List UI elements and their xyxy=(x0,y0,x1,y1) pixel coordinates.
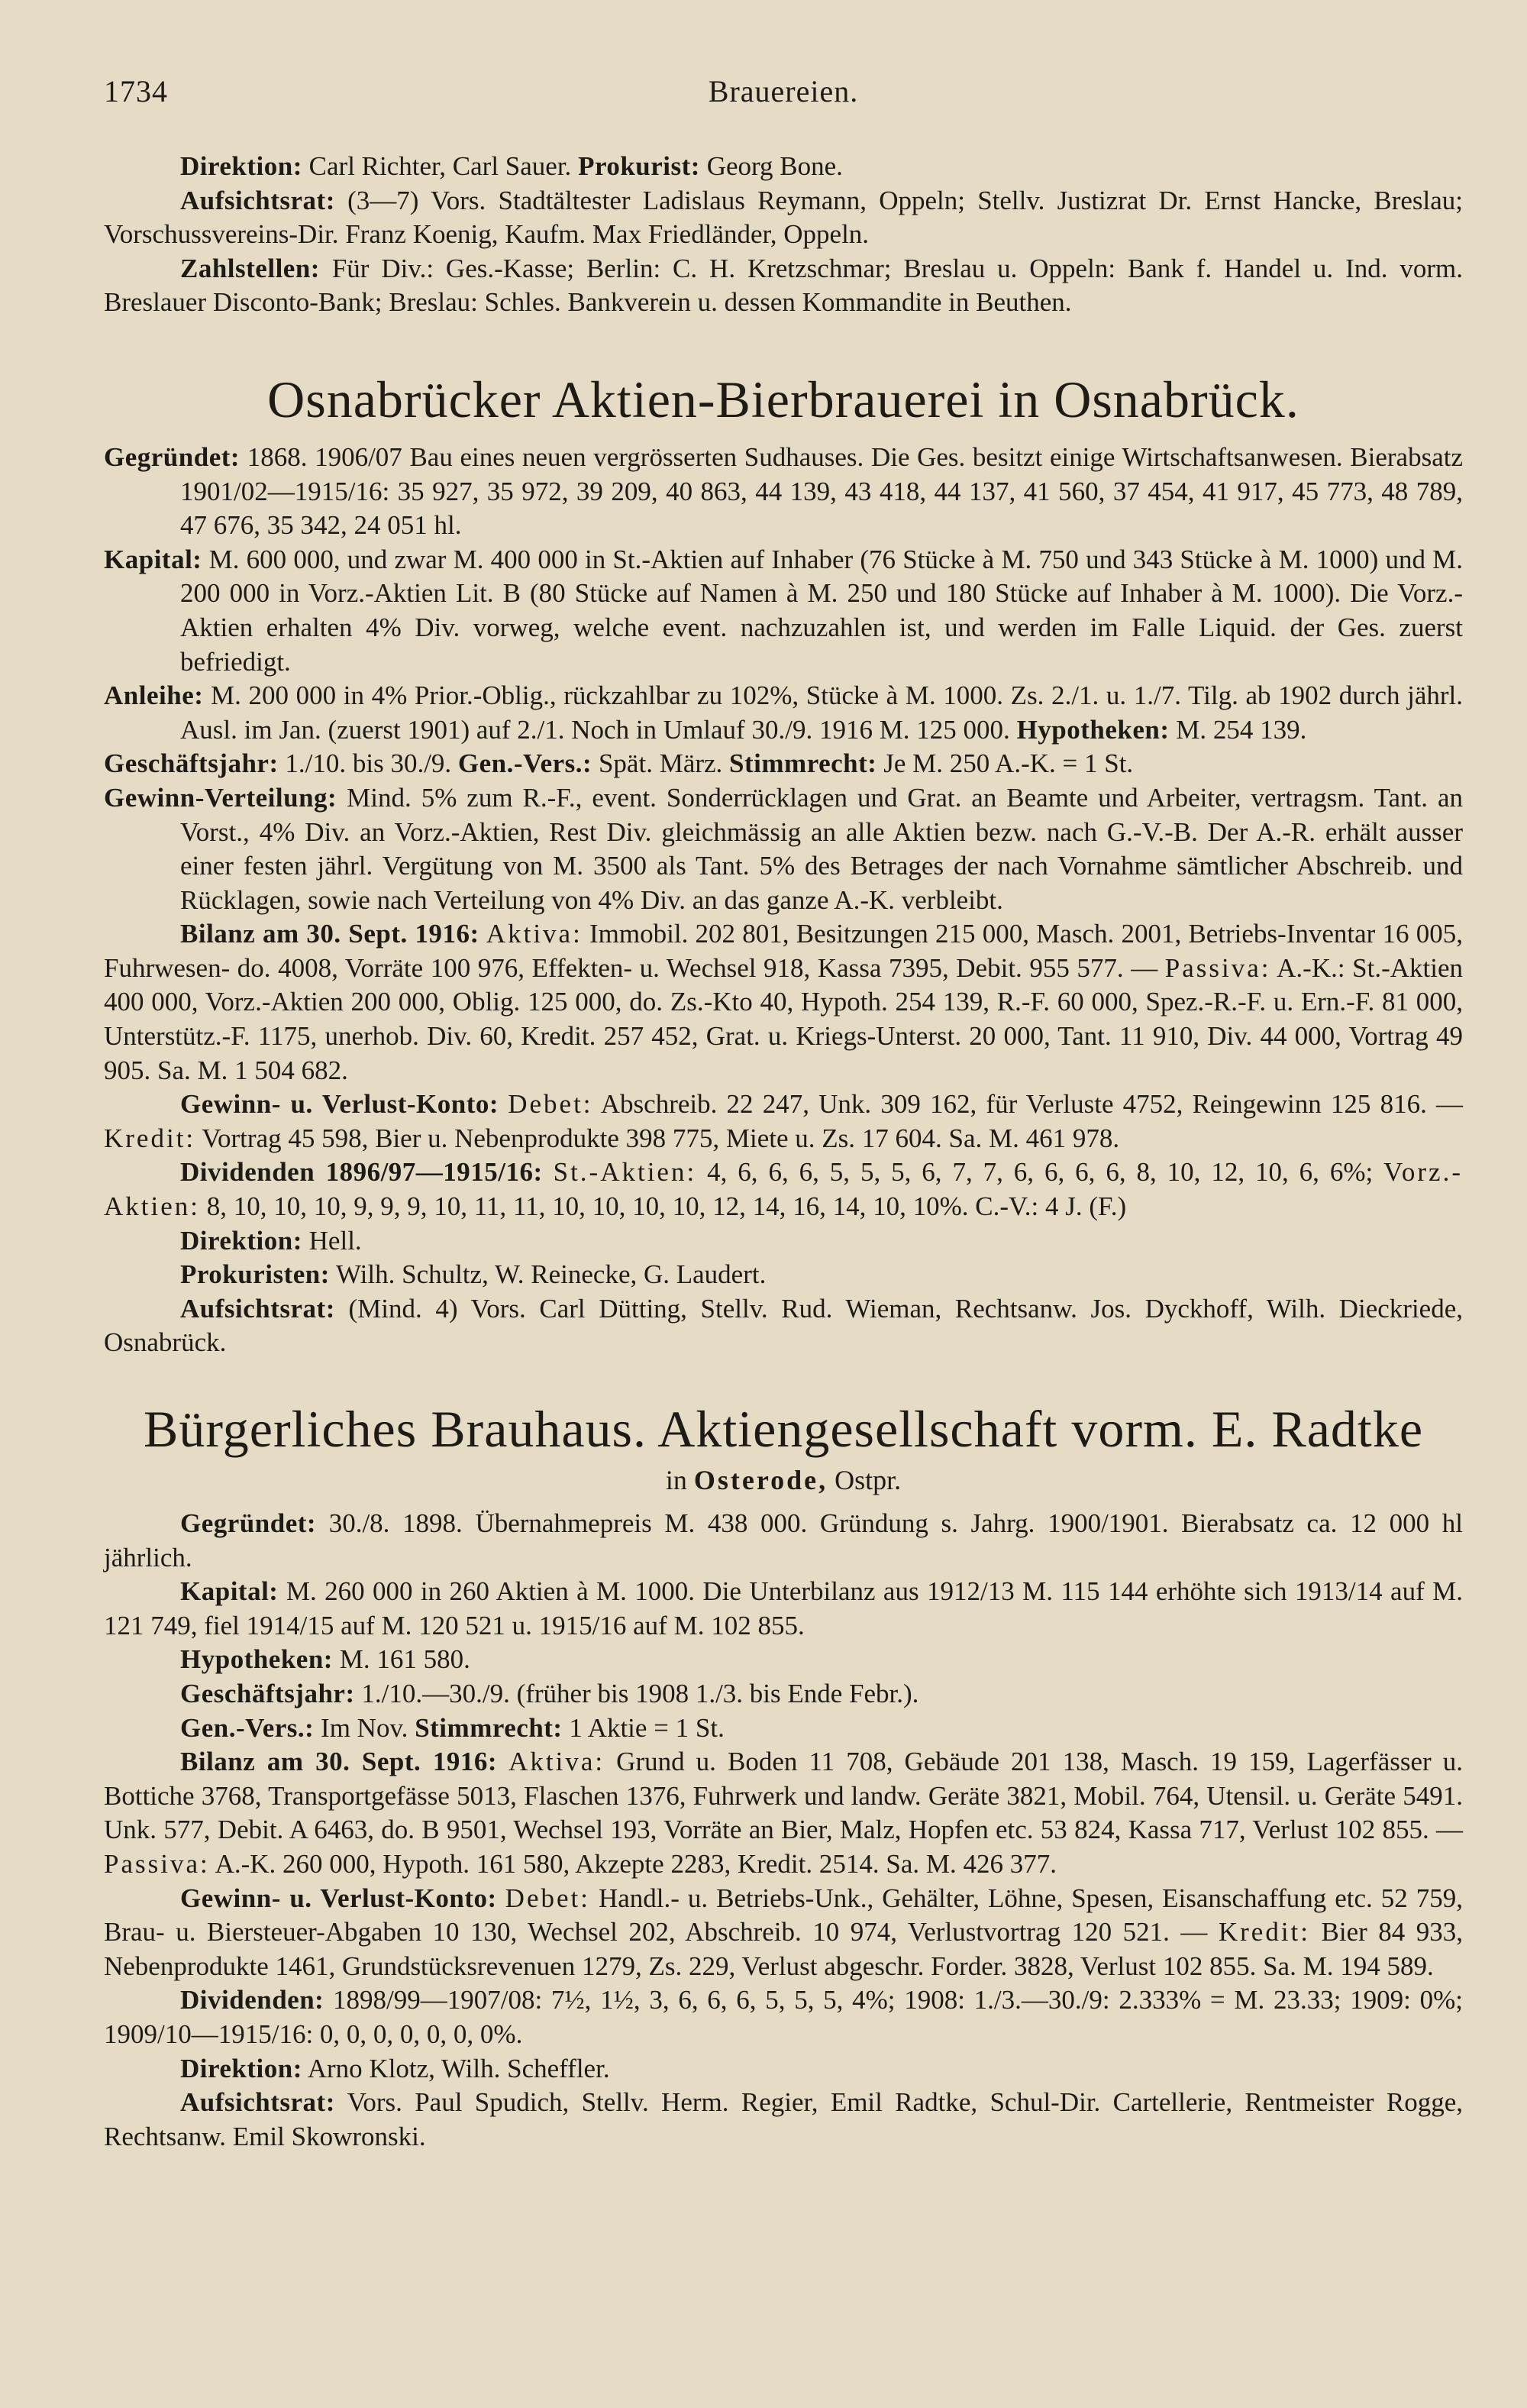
entry-label: Hypotheken: xyxy=(180,1644,333,1675)
location-city: Osterode, xyxy=(693,1465,828,1495)
entry-sublabel: Kredit: xyxy=(1218,1917,1310,1947)
entry-label: Gewinn-Verteilung: xyxy=(104,782,337,813)
entry-text: (Mind. 4) Vors. Carl Dütting, Stellv. Rud. Wieman, Rechtsanw. Jos. Dyckhoff, Wilh. Dieckriede, Osnabrück. xyxy=(104,1293,1464,1358)
entry-sublabel: Debet: xyxy=(508,1089,593,1120)
location-prefix: in xyxy=(665,1465,687,1495)
entry-text: 8, 10, 10, 10, 9, 9, 9, 10, 11, 11, 10, 10, 10, 10, 12, 14, 16, 14, 10, 10%. C.-V.: 4 J. (F.) xyxy=(206,1191,1127,1222)
entry-text: M. 200 000 in 4% Prior.-Oblig., rückzahlbar zu 102%, Stücke à M. 1000. Zs. 2./1. u. 1./7. Tilg. ab 1902 durch jährl. Ausl. im Jan. (zuerst 1901) auf 2./1. Noch in Umlauf 30./9. 1916 M. 125 000. xyxy=(180,680,1463,745)
entry-label: Prokurist: xyxy=(578,151,700,181)
entry-text: Für Div.: Ges.-Kasse; Berlin: C. H. Kretzschmar; Breslau u. Oppeln: Bank f. Handel u. Ind. vorm. Breslauer Disconto-Bank; Breslau: Schles. Bankverein u. dessen Kommandite in Beuthen. xyxy=(104,253,1463,318)
entry-label: Aufsichtsrat: xyxy=(180,1293,335,1324)
entry-text: M. 260 000 in 260 Aktien à M. 1000. Die Unterbilanz aus 1912/13 M. 115 144 erhöhte sich 1913/14 auf M. 121 749, fiel 1914/15 auf M. 120 521 u. 1915/16 auf M. 102 855. xyxy=(104,1576,1463,1640)
entry-paragraph xyxy=(104,1575,1463,1643)
running-title: Brauereien. xyxy=(708,74,859,108)
entry-sublabel: St.-Aktien: xyxy=(553,1157,697,1188)
entry-label: Hypotheken: xyxy=(1016,714,1170,745)
entry-label: Direktion: xyxy=(180,1225,302,1256)
entry-text: Carl Richter, Carl Sauer. xyxy=(308,151,572,181)
entry-paragraph xyxy=(104,252,1463,320)
company-osnabruecker xyxy=(104,369,1463,1360)
entry-label: Stimmrecht: xyxy=(729,748,877,779)
entry-sublabel: Passiva: xyxy=(1164,952,1271,983)
entry-text: Wilh. Schultz, W. Reinecke, G. Laudert. xyxy=(336,1259,767,1290)
entry-label: Gegründet: xyxy=(104,441,241,472)
entry-paragraph xyxy=(104,1711,1463,1746)
entry-text: Bier 84 933, Nebenprodukte 1461, Grundstücksrevenuen 1279, Zs. 229, Verlust abgeschr. Forder. 3828, Verlust 102 855. Sa. M. 194 589. xyxy=(104,1917,1464,1981)
entry-text: Arno Klotz, Wilh. Scheffler. xyxy=(307,2053,610,2083)
page-content xyxy=(104,150,1463,2154)
entry-text: 4, 6, 6, 6, 5, 5, 5, 6, 7, 7, 6, 6, 6, 6, 8, 10, 12, 10, 6, 6%; xyxy=(707,1157,1374,1188)
entry-paragraph xyxy=(104,184,1463,252)
entry-sublabel: Passiva: xyxy=(104,1848,210,1879)
entry-paragraph xyxy=(104,747,1463,781)
entry-paragraph xyxy=(104,1088,1463,1156)
entry-label: Gegründet: xyxy=(180,1508,317,1538)
entry-paragraph xyxy=(104,781,1463,917)
company-buergerliches-brauhaus xyxy=(104,1398,1463,2154)
entry-label: Aufsichtsrat: xyxy=(180,185,335,215)
entry-label: Geschäftsjahr: xyxy=(180,1678,355,1708)
entry-text: Grund u. Boden 11 708, Gebäude 201 138, Masch. 19 159, Lagerfässer u. Bottiche 3768, Transportgefässe 5013, Flaschen 1376, Fuhrwerk und landw. Geräte 3821, Mobil. 764, Utensil. u. Geräte 5491. Unk. 577, Debit. A 6463, do. B 9501, Wechsel 193, Vorräte an Bier, Malz, Hopfen etc. 53 824, Kassa 717, Verlust 102 855. — xyxy=(104,1747,1463,1845)
entry-paragraph xyxy=(104,441,1463,543)
entry-sublabel: Kredit: xyxy=(104,1123,196,1153)
section-gap xyxy=(104,320,1463,354)
entry-text: M. 161 580. xyxy=(339,1644,470,1675)
entry-text: Hell. xyxy=(308,1225,362,1256)
entry-label: Stimmrecht: xyxy=(415,1712,563,1743)
entry-text: A.-K. 260 000, Hypoth. 161 580, Akzepte 2283, Kredit. 2514. Sa. M. 426 377. xyxy=(215,1848,1057,1879)
entry-sublabel: Vorz.-Aktien: xyxy=(104,1157,1463,1222)
entry-label: Gen.-Vers.: xyxy=(457,748,592,779)
entry-text: Im Nov. xyxy=(321,1712,408,1743)
entry-text: 1./10.—30./9. (früher bis 1908 1./3. bis Ende Febr.). xyxy=(361,1678,919,1708)
entry-label: Dividenden 1896/97—1915/16: xyxy=(180,1157,543,1188)
company-body xyxy=(104,441,1463,1360)
entry-text: M. 600 000, und zwar M. 400 000 in St.-Aktien auf Inhaber (76 Stücke à M. 750 und 343 Stücke à M. 1000) und M. 200 000 in Vorz.-Aktien Lit. B (80 Stücke auf Namen à M. 250 und 180 Stücke auf Inhaber à M. 1000). Die Vorz.-Aktien erhalten 4% Div. vorweg, welche event. nachzuzahlen ist, und werden im Falle Liquid. der Ges. zuerst befriedigt. xyxy=(180,544,1464,677)
entry-paragraph xyxy=(104,1677,1463,1711)
entry-text: Immobil. 202 801, Besitzungen 215 000, Masch. 2001, Betriebs-Inventar 16 005, Fuhrwesen- do. 4008, Vorräte 100 976, Effekten- u. Wechsel 918, Kassa 7395, Debit. 955 577. — xyxy=(104,919,1463,983)
entry-text: Vors. Paul Spudich, Stellv. Herm. Regier, Emil Radtke, Schul-Dir. Cartellerie, Rentmeister Rogge, Rechtsanw. Emil Skowronski. xyxy=(104,2087,1463,2151)
entry-text: Handl.- u. Betriebs-Unk., Gehälter, Löhne, Spesen, Eisanschaffung etc. 52 759, Brau- u. Biersteuer-Abgaben 10 130, Wechsel 202, Abschreib. 10 974, Verlustvortrag 120 521. — xyxy=(104,1883,1463,1947)
entry-label: Dividenden: xyxy=(180,1985,324,2015)
entry-text: Spät. März. xyxy=(598,748,723,779)
entry-label: Direktion: xyxy=(180,151,302,181)
entry-label: Gewinn- u. Verlust-Konto: xyxy=(180,1089,499,1120)
entry-text: 1868. 1906/07 Bau eines neuen vergrösserten Sudhauses. Die Ges. besitzt einige Wirtschaftsanwesen. Bierabsatz 1901/02—1915/16: 35 927, 35 972, 39 209, 40 863, 44 139, 43 418, 44 137, 41 560, 37 454, 41 917, 45 773, 48 789, 47 676, 35 342, 24 051 hl. xyxy=(180,441,1463,541)
location-suffix: Ostpr. xyxy=(835,1465,902,1495)
entry-paragraph xyxy=(104,1643,1463,1677)
section-gap xyxy=(104,1360,1463,1383)
entry-sublabel: Aktiva: xyxy=(508,1747,605,1777)
entry-text: Vortrag 45 598, Bier u. Nebenprodukte 398 775, Miete u. Zs. 17 604. Sa. M. 461 978. xyxy=(202,1123,1120,1153)
entry-paragraph xyxy=(104,150,1463,184)
entry-paragraph xyxy=(104,1745,1463,1881)
company-title: Osnabrücker Aktien-Bierbrauerei in Osnabrück. xyxy=(267,370,1299,428)
entry-paragraph xyxy=(104,2086,1463,2154)
entry-text: Je M. 250 A.-K. = 1 St. xyxy=(883,748,1134,779)
page-header xyxy=(104,73,1463,112)
previous-company-tail xyxy=(104,150,1463,320)
entry-label: Anleihe: xyxy=(104,680,204,711)
entry-text: Georg Bone. xyxy=(706,151,843,181)
entry-paragraph xyxy=(104,1507,1463,1575)
entry-label: Gewinn- u. Verlust-Konto: xyxy=(180,1883,497,1913)
entry-paragraph xyxy=(104,543,1463,679)
entry-label: Kapital: xyxy=(104,544,202,574)
entry-paragraph xyxy=(104,1983,1463,2051)
entry-paragraph xyxy=(104,2052,1463,2086)
entry-paragraph xyxy=(104,1258,1463,1292)
entry-text: Abschreib. 22 247, Unk. 309 162, für Verluste 4752, Reingewinn 125 816. — xyxy=(600,1089,1463,1120)
entry-paragraph xyxy=(104,1156,1463,1223)
entry-label: Kapital: xyxy=(180,1576,279,1607)
entry-text: A.-K.: St.-Aktien 400 000, Vorz.-Aktien 200 000, Oblig. 125 000, do. Zs.-Kto 40, Hypoth. 254 139, R.-F. 60 000, Spez.-R.-F. u. Ern.-F. 81 000, Unterstütz.-F. 1175, unerhob. Div. 60, Kredit. 257 452, Grat. u. Kriegs-Unterst. 20 000, Tant. 11 910, Div. 44 000, Vortrag 49 905. Sa. M. 1 504 682. xyxy=(104,952,1463,1085)
entry-text: (3—7) Vors. Stadtältester Ladislaus Reymann, Oppeln; Stellv. Justizrat Dr. Ernst Hancke, Breslau; Vorschussvereins-Dir. Franz Koenig, Kaufm. Max Friedländer, Oppeln. xyxy=(104,185,1463,250)
page-number: 1734 xyxy=(104,74,168,108)
entry-paragraph xyxy=(104,1224,1463,1259)
entry-text: 1898/99—1907/08: 7½, 1½, 3, 6, 6, 6, 5, 5, 5, 4%; 1908: 1./3.—30./9: 2.333% = M. 23.33; 1909: 0%; 1909/10—1915/16: 0, 0, 0, 0, 0, 0, 0%. xyxy=(104,1985,1463,2049)
entry-paragraph xyxy=(104,1882,1463,1984)
entry-label: Zahlstellen: xyxy=(180,253,320,283)
entry-text: 1./10. bis 30./9. xyxy=(285,748,452,779)
entry-sublabel: Aktiva: xyxy=(486,919,583,949)
entry-sublabel: Debet: xyxy=(505,1883,590,1913)
entry-label: Prokuristen: xyxy=(180,1259,330,1290)
company-location xyxy=(104,1463,1463,1498)
entry-label: Bilanz am 30. Sept. 1916: xyxy=(180,1747,498,1777)
entry-label: Aufsichtsrat: xyxy=(180,2087,335,2118)
company-body xyxy=(104,1507,1463,2154)
entry-text: Mind. 5% zum R.-F., event. Sonderrücklagen und Grat. an Beamte und Arbeiter, vertragsm. Tant. an Vorst., 4% Div. an Vorz.-Aktien, Rest Div. gleichmässig an alle Aktien bezw. nach G.-V.-B. Der A.-R. erhält ausser einer festen jährl. Vergütung von M. 3500 als Tant. 5% des Betrages der nach Vornahme sämtlicher Abschreib. und Rücklagen, sowie nach Verteilung von 4% Div. an das ganze A.-K. verbleibt. xyxy=(180,782,1463,915)
entry-text: 30./8. 1898. Übernahmepreis M. 438 000. Gründung s. Jahrg. 1900/1901. Bierabsatz ca. 12 000 hl jährlich. xyxy=(104,1508,1463,1572)
entry-label: Gen.-Vers.: xyxy=(180,1712,315,1743)
company-title: Bürgerliches Brauhaus. Aktiengesellschaft vorm. E. Radtke xyxy=(143,1400,1424,1458)
entry-text: M. 254 139. xyxy=(1176,714,1307,745)
entry-label: Direktion: xyxy=(180,2053,302,2083)
entry-text: 1 Aktie = 1 St. xyxy=(569,1712,725,1743)
entry-paragraph xyxy=(104,1292,1463,1360)
entry-label: Geschäftsjahr: xyxy=(104,748,279,779)
entry-paragraph xyxy=(104,917,1463,1088)
entry-label: Bilanz am 30. Sept. 1916: xyxy=(180,919,479,949)
entry-paragraph xyxy=(104,679,1463,747)
